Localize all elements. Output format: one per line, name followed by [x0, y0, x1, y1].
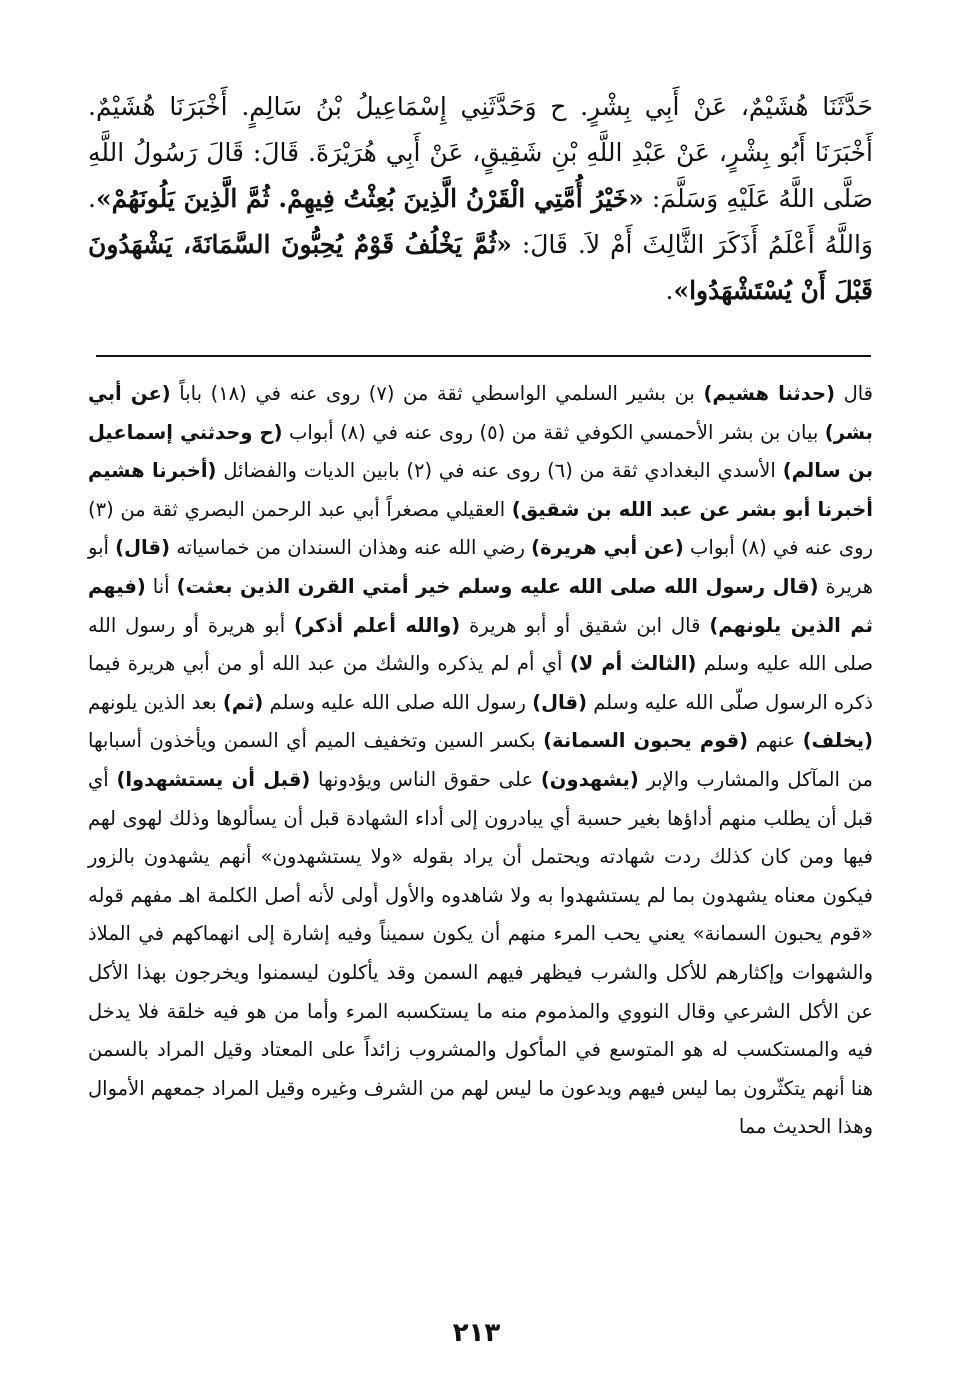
commentary-span: بكسر السين وتخفيف الميم أي السمن ويأخذون أسبابها من المآكل والمشارب والإبر [88, 729, 873, 791]
commentary-quote: (حدثنا هشيم) [703, 382, 835, 405]
commentary-span: أنا [145, 574, 177, 598]
hadith-matn-part-1: «خَيْرُ أُمَّتِي الْقَرْنُ الَّذِينَ بُعِثْتُ فِيهِمْ. ثُمَّ الَّذِينَ يَلُونَهُمْ» [95, 184, 644, 213]
hadith-text [88, 84, 873, 314]
commentary-quote: (يخلف) [802, 729, 873, 753]
commentary-quote: (عن أبي بشر) [88, 382, 874, 444]
commentary-quote: (ح وحدثني إسماعيل بن سالم) [88, 420, 874, 483]
hadith-end: . [665, 276, 674, 305]
hadith-matn-part-2: «ثُمَّ يَخْلُفُ قَوْمٌ يُحِبُّونَ السَّمَانَةَ، يَشْهَدُونَ قَبْلَ أَنْ يُسْتَشْهَدُوا» [88, 230, 873, 305]
commentary-quote: (عن أبي هريرة) [531, 536, 684, 560]
commentary-quote: (قوم يحبون السمانة) [543, 729, 749, 753]
commentary-quote: (قال رسول الله صلى الله عليه وسلم خير أمتي القرن الذين بعثت) [176, 574, 819, 598]
commentary-span: قال ابن شقيق أو أبو هريرة [460, 613, 710, 637]
commentary-span: بن بشير السلمي الواسطي ثقة من (٧) روى عنه في (١٨) باباً [170, 382, 704, 405]
commentary-text [88, 375, 873, 1147]
commentary-span: أبو هريرة أو رسول الله صلى الله عليه وسلم [88, 613, 873, 676]
commentary-quote: (أخبرنا هشيم أخبرنا أبو بشر عن عبد الله بن شقيق) [88, 459, 873, 521]
commentary-span: رسول الله صلى الله عليه وسلم [263, 690, 533, 714]
commentary-quote: (فيهم ثم الذين يلونهم) [88, 574, 873, 637]
commentary-span: العقيلي مصغراً أبي عبد الرحمن البصري ثقة من (٣) روى عنه في (٨) أبواب [88, 497, 873, 560]
commentary-span: بعد الذين يلونهم [88, 690, 223, 714]
commentary-span: قال [834, 382, 873, 405]
commentary-span: على حقوق الناس ويؤدونها [310, 767, 541, 791]
hadith-isnad: حَدَّثَنَا هُشَيْمٌ، عَنْ أَبِي بِشْرٍ. ح وَحَدَّثَنِي إِسْمَاعِيلُ بْنُ سَالِمٍ. أَخْبَرَنَا هُشَيْمٌ. أَخْبَرَنَا أَبُو بِشْرٍ، عَنْ عَبْدِ اللَّهِ بْنِ شَقِيقٍ، عَنْ أَبِي هُرَيْرَةَ. قَالَ: قَالَ رَسُولُ اللَّهِ صَلَّى اللَّهُ عَلَيْهِ وَسَلَّمَ: [88, 92, 874, 213]
commentary-span: رضي الله عنه وهذان السندان من خماسياته [170, 536, 532, 560]
commentary-quote: (قبل أن يستشهدوا) [116, 767, 311, 791]
commentary-span: عنهم [748, 729, 803, 753]
page-number: ٢١٣ [452, 1318, 501, 1348]
commentary-quote: (ثم) [222, 690, 264, 714]
commentary-quote: (والله أعلم أذكر) [294, 613, 461, 637]
hadith-narrator-note: . وَاللَّهُ أَعْلَمُ أَذَكَرَ الثَّالِثَ أَمْ لاَ. قَالَ: [88, 184, 874, 259]
commentary-span: أبو هريرة [88, 536, 873, 598]
commentary-span: الأسدي البغدادي ثقة من (٦) روى عنه في (٢) بابين الديات والفضائل [216, 459, 783, 483]
commentary-span: بيان بن بشر الأحمسي الكوفي ثقة من (٥) روى عنه في (٨) أبواب [282, 420, 825, 444]
section-divider [96, 355, 871, 357]
commentary-quote: (يشهدون) [540, 767, 639, 791]
commentary-span: أي قبل أن يطلب منهم أداؤها بغير حسبة أي يبادرون إلى أداء الشهادة قبل أن يسألوها وذلك لهوى لهم فيها ومن كان كذلك ردت شهادته ويحتمل أن يراد بقوله «ولا يستشهدون» أنهم يشهدون بالزور فيكون معناه يشهدون بما لم يستشهدوا به ولا شاهدوه والأول أولى لأنه أصل الكلمة اهـ مفهم قوله «قوم يحبون السمانة» يعني يحب المرء منهم أن يكون سميناً وفيه إشارة إلى انهماكهم في الملاذ والشهوات وإكثارهم للأكل والشرب فيظهر فيهم السمن وقد يأكلون ليسمنوا ويخرجون بهذا الأكل عن الأكل الشرعي وقال النووي والمذموم منه ما يستكسبه المرء وأما من هو فيه خلقة فلا يدخل فيه والمستكسب له هو المتوسع في المأكول والمشروب زائداً على المعتاد وقيل المراد بالسمن هنا أنهم يتكثّرون بما ليس فيهم ويدعون ما ليس لهم من الشرف وغيره وقيل المراد جمعهم الأموال وهذا الحديث مما [88, 767, 873, 1139]
commentary-quote: (قال) [115, 536, 170, 560]
commentary-quote: (الثالث أم لا) [569, 652, 697, 676]
commentary-quote: (قال) [532, 690, 587, 714]
commentary-span: أي أم لم يذكره والشك من عبد الله أو من أبي هريرة فيما ذكره الرسول صلّى الله عليه وسلم [88, 652, 873, 714]
